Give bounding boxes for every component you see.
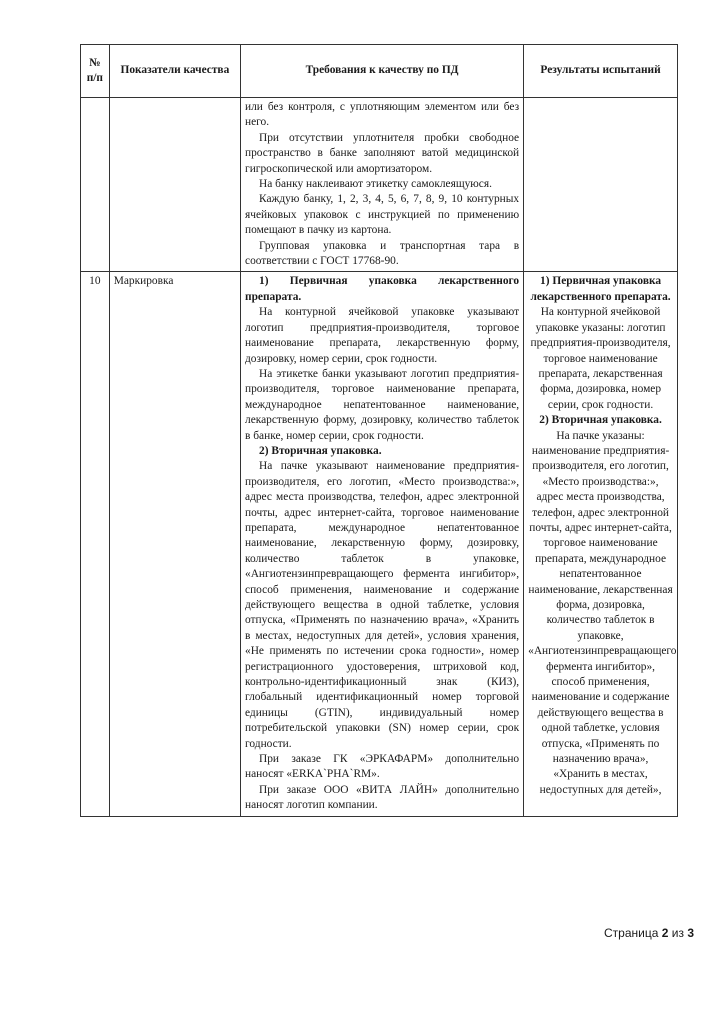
page-label: Страница <box>603 926 659 940</box>
cell-num-empty <box>81 98 110 272</box>
req-paragraph: На пачке указывают наименование предприятия-производителя, его логотип, «Место производства:», адрес места производства, телефон, адрес электронной почты, адрес интернет-сайта, торговое наименование препарата, международное непатентованное наименование, лекарственную форму, дозировку, количество таблеток в упаковке, «Ангиотензинпревращающего фермента ингибитор», способ применения, наименование и содержание действующего вещества в одной таблетке, условия отпуска, «Применять по назначению врача», «Хранить в местах, недоступных для детей», условия хранения, «Не применять по истечении срока годности», номер регистрационного удостоверения, штриховой код, контрольно-идентификационный знак (КИЗ), глобальный идентификационный номер торговой единицы (GTIN), индивидуальный номер потребительской упаковки (SN) номер серии, срок годности. <box>245 460 520 750</box>
req-paragraph: Групповая упаковка и транспортная тара в соответствии с ГОСТ 17768-90. <box>245 239 520 268</box>
table-header-row <box>81 45 678 98</box>
page-current: 2 <box>661 926 669 940</box>
table-row <box>81 98 678 272</box>
cell-indicator: Маркировка <box>109 272 240 816</box>
req-paragraph: При отсутствии уплотнителя пробки свободное пространство в банке заполняют ватой медицинской гигроскопической или амортизатором. <box>245 131 520 175</box>
req-paragraph: На контурной ячейковой упаковке указывают логотип предприятия-производителя, торговое наименование препарата, лекарственную форму, дозировку, номер серии, срок годности. <box>245 306 520 365</box>
header-requirement: Требования к качеству по ПД <box>241 45 524 98</box>
cell-requirement-continued <box>241 98 524 272</box>
req-paragraph: При заказе ООО «ВИТА ЛАЙН» дополнительно наносят логотип компании. <box>245 783 520 812</box>
cell-indicator-empty <box>109 98 240 272</box>
cell-result <box>524 272 678 816</box>
header-num: № п/п <box>81 45 110 98</box>
req-heading-primary: 1) Первичная упаковка лекарственного препарата. <box>245 275 520 303</box>
req-paragraph: Каждую банку, 1, 2, 3, 4, 5, 6, 7, 8, 9, 10 контурных ячейковых упаковок с инструкцией по применению помещают в пачку из картона. <box>245 193 520 237</box>
header-indicator: Показатели качества <box>109 45 240 98</box>
quality-table <box>80 44 678 817</box>
table-row <box>81 272 678 816</box>
res-paragraph: На пачке указаны: наименование предприятия-производителя, его логотип, «Место производства:», адрес места производства, телефон, адрес электронной почты, адрес интернет-сайта, торговое наименование препарата, международное непатентованное наименование, лекарственная форма, дозировка, количество таблеток в упаковке, «Ангиотензинпревращающего фермента ингибитор», способ применения, наименование и содержание действующего вещества в одной таблетке, условия отпуска, «Применять по назначению врача», «Хранить в местах, недоступных для детей», <box>528 429 677 796</box>
cell-result-empty <box>524 98 678 272</box>
req-paragraph: При заказе ГК «ЭРКАФАРМ» дополнительно наносят «ERKA`PHA`RM». <box>245 753 520 781</box>
cell-requirement <box>241 272 524 816</box>
res-heading-secondary: 2) Вторичная упаковка. <box>539 414 662 427</box>
res-heading-primary: 1) Первичная упаковка лекарственного препарата. <box>530 275 671 303</box>
req-paragraph: На этикетке банки указывают логотип предприятия-производителя, торговое наименование препарата, международное непатентованное наименование, лекарственную форму, дозировку, количество таблеток в банке, номер серии, срок годности. <box>245 367 520 442</box>
req-paragraph: На банку наклеивают этикетку самоклеящуюся. <box>259 178 492 191</box>
req-paragraph: или без контроля, с уплотняющим элементом или без него. <box>245 101 520 129</box>
page-total: 3 <box>687 926 694 940</box>
res-paragraph: На контурной ячейковой упаковке указаны: логотип предприятия-производителя, торговое наименование препарата, лекарственная форма, дозировка, номер серии, срок годности. <box>530 306 671 411</box>
page-of: из <box>671 926 684 940</box>
page-number <box>604 926 694 940</box>
cell-num: 10 <box>81 272 110 816</box>
req-heading-secondary: 2) Вторичная упаковка. <box>259 444 382 457</box>
header-result: Результаты испытаний <box>524 45 678 98</box>
